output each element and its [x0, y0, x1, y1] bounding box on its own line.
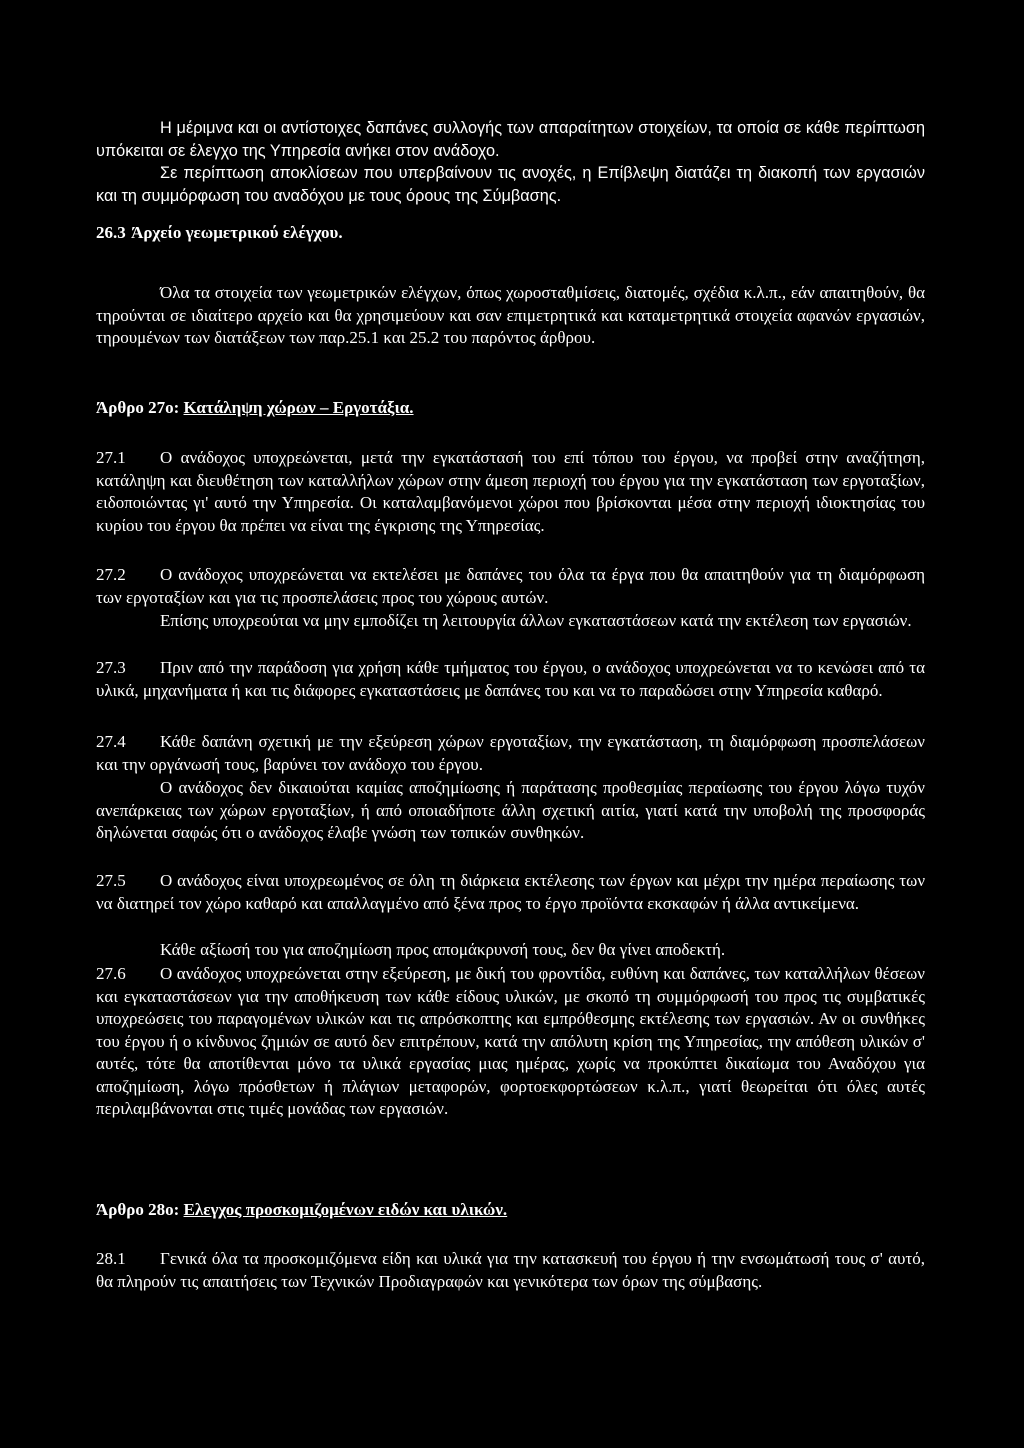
- clause-text: Ο ανάδοχος υποχρεώνεται, μετά την εγκατάστασή του επί τόπου του έργου, να προβεί στην αναζήτηση, κατάληψη και διευθέτηση των καταλλήλων χώρων στην άμεση περιοχή του έργου για την εγκατάσταση των εργοταξίων, ειδοποιώντας γι' αυτό την Υπηρεσία. Οι καταλαμβανόμενοι χώροι που βρίσκονται μέσα στην περιοχή ιδιοκτησίας του κυρίου του έργου θα πρέπει να είναι της έγκρισης της Υπηρεσίας.: [96, 448, 925, 535]
- clause-number: 27.2: [96, 565, 126, 584]
- paragraph-deviations: Σε περίπτωση αποκλίσεων που υπερβαίνουν τις ανοχές, η Επίβλεψη διατάζει τη διακοπή των εργασιών και τη συμμόρφωση του αναδόχου με τους όρους της Σύμβασης.: [96, 164, 925, 205]
- clause-text: Ο ανάδοχος υποχρεώνεται να εκτελέσει με δαπάνες του όλα τα έργα που θα απαιτηθούν για τη διαμόρφωση των εργοταξίων και για τις προσπελάσεις προς του χώρους αυτών.: [96, 565, 925, 607]
- clause-27-4: [96, 731, 925, 776]
- article-title: Ελεγχος προσκομιζομένων ειδών και υλικών.: [183, 1200, 508, 1219]
- clause-27-3: [96, 657, 925, 702]
- article-prefix: Άρθρο 28ο:: [96, 1200, 184, 1219]
- clause-number: 27.4: [96, 732, 126, 751]
- paragraph-data-collection: Η μέριμνα και οι αντίστοιχες δαπάνες συλλογής των απαραίτητων στοιχείων, τα οποία σε κάθε περίπτωση υπόκειται σε έλεγχο της Υπηρεσία ανήκει στον ανάδοχο.: [96, 119, 925, 160]
- paragraph-geometric-records: Όλα τα στοιχεία των γεωμετρικών ελέγχων, όπως χωροσταθμίσεις, διατομές, σχέδια κ.λ.π., εάν απαιτηθούν, θα τηρούνται σε ιδιαίτερο αρχείο και θα χρησιμεύουν και σαν επιμετρητικά και καταμετρητικά στοιχεία αφανών εργασιών, τηρουμένων των διατάξεων των παρ.25.1 και 25.2 του παρόντος άρθρου.: [96, 283, 925, 347]
- clause-27-6: [96, 963, 925, 1121]
- clause-number: 27.5: [96, 871, 126, 890]
- clause-text: Ο ανάδοχος υποχρεώνεται στην εξεύρεση, με δική του φροντίδα, ευθύνη και δαπάνες, των καταλλήλων θέσεων και εγκαταστάσεων για την αποθήκευση των κάθε είδους υλικών, με σκοπό τη συμμόρφωσή του προς τις συμβατικές υποχρεώσεις του παραγομένων υλικών και τις απρόσκοπτης και εμπρόθεσμης εκτέλεσης των εργασιών. Αν οι συνθήκες του έργου ή ο κίνδυνος ζημιών σε αυτό δεν επιτρέπουν, κατά την απόλυτη κρίση της Υπηρεσίας, την απόθεση υλικών σ' αυτές, τότε θα αποτίθενται μόνο τα υλικά εργασίας μιας ημέρας, χωρίς να προκύπτει δικαίωμα του Αναδόχου για αποζημίωση, λόγω πρόσθετων ή πλάγιων μεταφορών, φορτοεκφορτώσεων κ.λ.π., γιατί θεωρείται ότι όλες αυτές περιλαμβάνονται στις τιμές μονάδας των εργασιών.: [96, 964, 925, 1118]
- clause-number: 27.1: [96, 448, 126, 467]
- clause-27-5: [96, 870, 925, 915]
- article-heading-28: [96, 1199, 925, 1222]
- clause-text: Κάθε δαπάνη σχετική με την εξεύρεση χώρων εργοταξίων, την εγκατάσταση, τη διαμόρφωση προσπελάσεων και την οργάνωσή τους, βαρύνει τον ανάδοχο του έργου.: [96, 732, 925, 774]
- clause-number: 27.3: [96, 658, 126, 677]
- clause-text: Πριν από την παράδοση για χρήση κάθε τμήματος του έργου, ο ανάδοχος υποχρεώνεται να το κενώσει από τα υλικά, μηχανήματα ή και τις διάφορες εγκαταστάσεις με δαπάνες του και να το παραδώσει στην Υπηρεσία καθαρό.: [96, 658, 925, 700]
- clause-number: 27.6: [96, 964, 126, 983]
- section-number: 26.3: [96, 223, 126, 242]
- clause-text: Ο ανάδοχος είναι υποχρεωμένος σε όλη τη διάρκεια εκτέλεσης των έργων και μέχρι την ημέρα περαίωσης των να διατηρεί τον χώρο καθαρό και απαλλαγμένο από ξένα προς το έργο προϊόντα εκσκαφών ή άλλα αντικείμενα.: [96, 871, 925, 913]
- article-heading-27: [96, 397, 925, 420]
- paragraph-27-4-continued: Ο ανάδοχος δεν δικαιούται καμίας αποζημίωσης ή παράτασης προθεσμίας περαίωσης του έργου λόγω τυχόν ανεπάρκειας των χώρων εργοταξίων, ή από οποιαδήποτε άλλη σχετική αιτία, γιατί κατά την υποβολή της προσφοράς δηλώνεται σαφώς ότι ο ανάδοχος έλαβε γνώση των τοπικών συνθηκών.: [96, 778, 925, 842]
- clause-28-1: [96, 1248, 925, 1293]
- clause-27-1: [96, 447, 925, 537]
- clause-text: Γενικά όλα τα προσκομιζόμενα είδη και υλικά για την κατασκευή του έργου ή την ενσωμάτωσή τους σ' αυτό, θα πληρούν τις απαιτήσεις των Τεχνικών Προδιαγραφών και γενικότερα των όρων της σύμβασης.: [96, 1249, 925, 1291]
- article-title: Κατάληψη χώρων – Εργοτάξια.: [183, 398, 414, 417]
- section-title: Άρχείο γεωμετρικού ελέγχου.: [131, 223, 343, 242]
- clause-27-2: [96, 564, 925, 609]
- article-prefix: Άρθρο 27ο:: [96, 398, 184, 417]
- paragraph-27-5-continued: Κάθε αξίωσή του για αποζημίωση προς απομάκρυνσή τους, δεν θα γίνει αποδεκτή.: [160, 940, 726, 959]
- section-heading-26-3: [96, 222, 925, 245]
- paragraph-27-2-continued: Επίσης υποχρεούται να μην εμποδίζει τη λειτουργία άλλων εγκαταστάσεων κατά την εκτέλεση των εργασιών.: [160, 611, 912, 630]
- clause-number: 28.1: [96, 1249, 126, 1268]
